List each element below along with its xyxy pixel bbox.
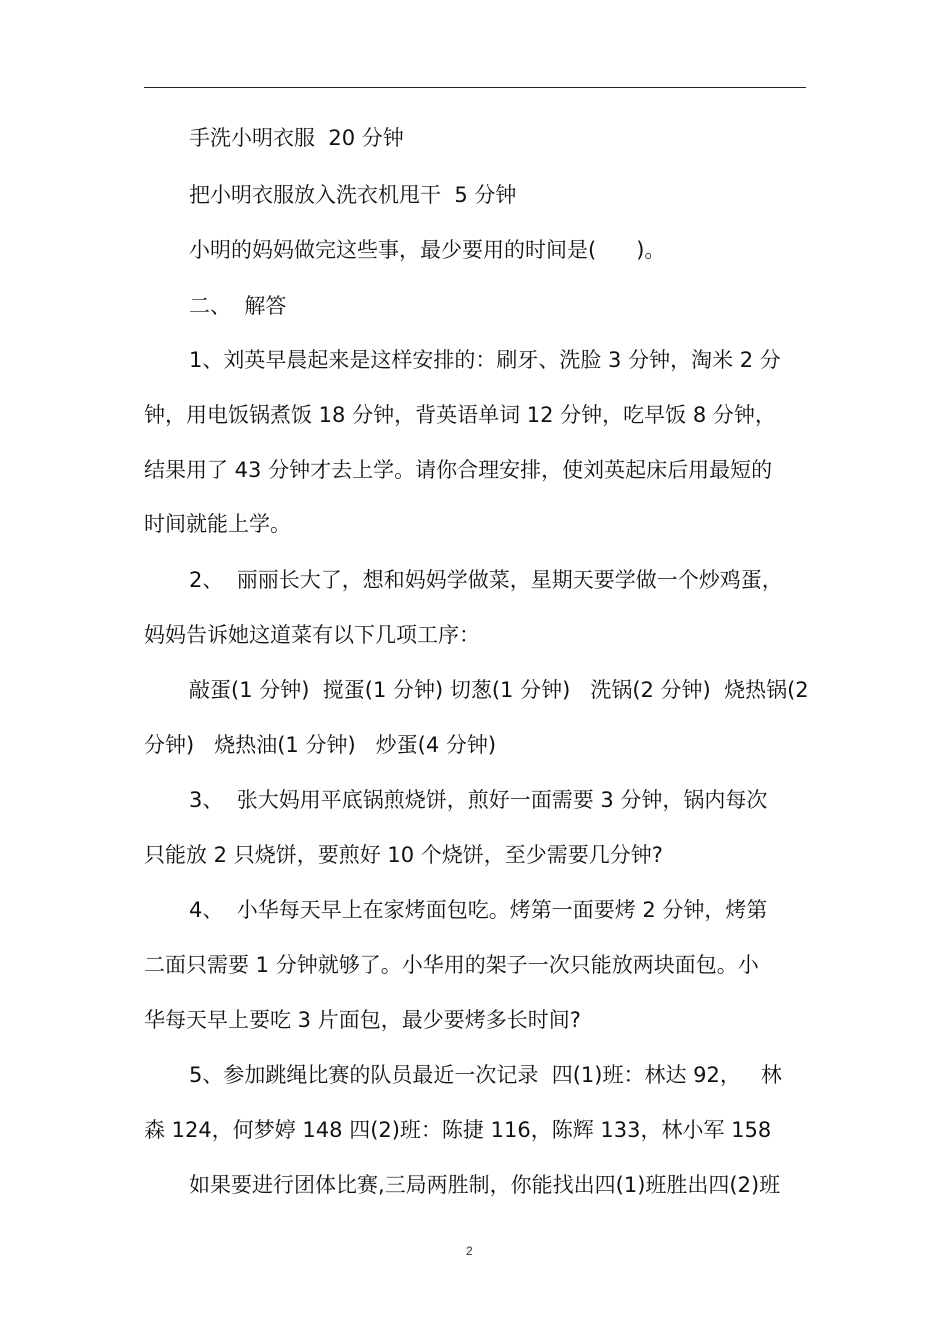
text-line-14: 只能放 2 只烧饼，要煎好 10 个烧饼，至少需要几分钟?	[144, 843, 663, 867]
text-line-5: 1、刘英早晨起来是这样安排的：刷牙、洗脸 3 分钟，淘米 2 分	[189, 348, 781, 372]
header-rule	[144, 87, 806, 88]
text-line-12: 分钟) 烧热油(1 分钟) 炒蛋(4 分钟)	[144, 733, 497, 757]
text-line-8: 时间就能上学。	[144, 512, 291, 536]
text-line-6: 钟，用电饭锅煮饭 18 分钟，背英语单词 12 分钟，吃早饭 8 分钟，	[144, 403, 776, 427]
text-line-19: 森 124，何梦婷 148 四(2)班：陈捷 116，陈辉 133，林小军 158	[144, 1118, 772, 1142]
text-line-7: 结果用了 43 分钟才去上学。请你合理安排，使刘英起床后用最短的	[144, 458, 773, 482]
text-line-20: 如果要进行团体比赛,三局两胜制，你能找出四(1)班胜出四(2)班	[189, 1173, 781, 1197]
text-line-13: 3、 张大妈用平底锅煎烧饼，煎好一面需要 3 分钟，锅内每次	[189, 788, 768, 812]
text-line-17: 华每天早上要吃 3 片面包，最少要烤多长时间?	[144, 1008, 581, 1032]
text-line-1: 手洗小明衣服 20 分钟	[189, 126, 404, 150]
text-line-9: 2、 丽丽长大了，想和妈妈学做菜，星期天要学做一个炒鸡蛋，	[189, 568, 783, 592]
text-line-16: 二面只需要 1 分钟就够了。小华用的架子一次只能放两块面包。小	[144, 953, 759, 977]
text-line-18: 5、参加跳绳比赛的队员最近一次记录 四(1)班：林达 92， 林	[189, 1063, 782, 1087]
text-line-3: 小明的妈妈做完这些事，最少要用的时间是( )。	[189, 238, 666, 262]
page-number: 2	[466, 1244, 473, 1258]
text-line-11: 敲蛋(1 分钟) 搅蛋(1 分钟) 切葱(1 分钟) 洗锅(2 分钟) 烧热锅(2	[189, 678, 809, 702]
text-line-2: 把小明衣服放入洗衣机甩干 5 分钟	[189, 183, 517, 207]
section-heading: 二、 解答	[189, 294, 287, 318]
text-line-15: 4、 小华每天早上在家烤面包吃。烤第一面要烤 2 分钟，烤第	[189, 898, 768, 922]
text-line-10: 妈妈告诉她这道菜有以下几项工序：	[144, 623, 480, 647]
